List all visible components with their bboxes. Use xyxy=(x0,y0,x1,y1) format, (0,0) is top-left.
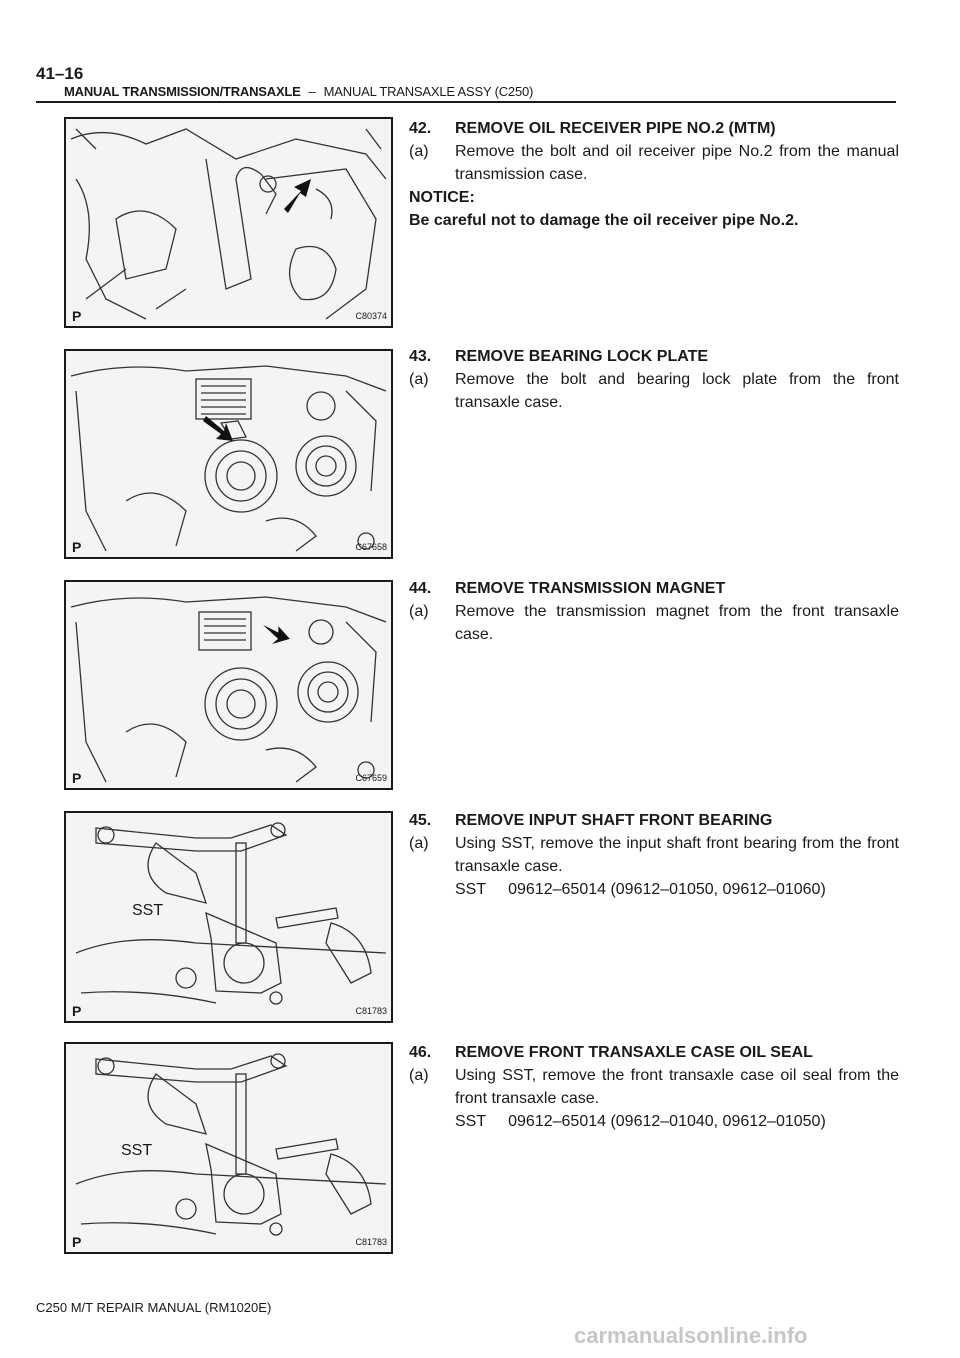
figure-code: C81783 xyxy=(355,1006,387,1016)
figure-input-shaft-bearing xyxy=(64,811,393,1023)
header-section: MANUAL TRANSMISSION/TRANSAXLE xyxy=(64,84,301,99)
arrow-icon xyxy=(258,621,293,649)
notice-label: NOTICE: xyxy=(409,189,475,206)
substep-text: Remove the bolt and oil receiver pipe No.2 from the manual transmission case. xyxy=(455,143,899,183)
substep-text: Remove the transmission magnet from the front transaxle case. xyxy=(455,603,899,643)
step-title xyxy=(409,809,899,832)
figure-code: C81783 xyxy=(355,1237,387,1247)
substep-text: Remove the bolt and bearing lock plate from the front transaxle case. xyxy=(455,371,899,411)
sst-value: 09612–65014 (09612–01050, 09612–01060) xyxy=(508,881,826,898)
figure-code: C80374 xyxy=(355,311,387,321)
figure-code: C67659 xyxy=(355,773,387,783)
header-separator: – xyxy=(308,84,316,99)
figure-corner-label: P xyxy=(72,308,82,324)
figure-oil-receiver-pipe xyxy=(64,117,393,328)
notice-text: Be careful not to damage the oil receiver pipe No.2. xyxy=(409,212,799,229)
substep-text: Using SST, remove the input shaft front bearing from the front transaxle case. xyxy=(455,835,899,875)
step-number: 42. xyxy=(409,120,432,137)
step-45 xyxy=(409,809,899,901)
figure-corner-label: P xyxy=(72,1234,82,1250)
arrow-icon xyxy=(203,416,233,441)
figure-corner-label: P xyxy=(72,770,82,786)
sst-label: SST xyxy=(455,1113,487,1130)
substep xyxy=(409,140,899,186)
figure-oil-seal xyxy=(64,1042,393,1254)
sst-value: 09612–65014 (09612–01040, 09612–01050) xyxy=(508,1113,826,1130)
header-rule xyxy=(36,101,896,103)
sst-line xyxy=(409,1110,899,1133)
sst-line xyxy=(409,878,899,901)
substep-label: (a) xyxy=(409,603,429,620)
page-number: 41–16 xyxy=(36,64,84,83)
figure-bearing-lock-plate xyxy=(64,349,393,559)
step-title xyxy=(409,345,899,368)
step-title xyxy=(409,577,899,600)
substep xyxy=(409,1064,899,1110)
step-title-text: REMOVE TRANSMISSION MAGNET xyxy=(455,580,726,597)
figure-corner-label: P xyxy=(72,539,82,555)
substep-label: (a) xyxy=(409,835,429,852)
figure-code: C67658 xyxy=(355,542,387,552)
oil-receiver-pipe-illustration xyxy=(66,119,391,326)
header-subsection: MANUAL TRANSAXLE ASSY (C250) xyxy=(323,84,534,99)
step-title-text: REMOVE OIL RECEIVER PIPE NO.2 (MTM) xyxy=(455,120,776,137)
step-title-text: REMOVE FRONT TRANSAXLE CASE OIL SEAL xyxy=(455,1044,813,1061)
step-title-text: REMOVE INPUT SHAFT FRONT BEARING xyxy=(455,812,773,829)
step-42 xyxy=(409,117,899,232)
step-title xyxy=(409,117,899,140)
step-44 xyxy=(409,577,899,646)
step-number: 46. xyxy=(409,1044,432,1061)
sst-puller-illustration xyxy=(66,813,391,1021)
substep xyxy=(409,368,899,414)
step-46 xyxy=(409,1041,899,1133)
substep xyxy=(409,832,899,878)
substep-label: (a) xyxy=(409,143,429,160)
substep-label: (a) xyxy=(409,1067,429,1084)
transmission-magnet-illustration xyxy=(66,582,391,788)
step-number: 44. xyxy=(409,580,432,597)
step-title-text: REMOVE BEARING LOCK PLATE xyxy=(455,348,709,365)
watermark: carmanualsonline.info xyxy=(574,1323,808,1348)
header-title xyxy=(64,84,533,99)
arrow-icon xyxy=(284,179,311,213)
step-43 xyxy=(409,345,899,414)
figure-corner-label: P xyxy=(72,1003,82,1019)
step-number: 43. xyxy=(409,348,432,365)
substep-text: Using SST, remove the front transaxle case oil seal from the front transaxle case. xyxy=(455,1067,899,1107)
substep xyxy=(409,600,899,646)
sst-callout: SST xyxy=(121,1142,153,1159)
sst-callout: SST xyxy=(132,902,164,919)
sst-puller-illustration xyxy=(66,1044,391,1252)
step-title xyxy=(409,1041,899,1064)
substep-label: (a) xyxy=(409,371,429,388)
step-number: 45. xyxy=(409,812,432,829)
figure-transmission-magnet xyxy=(64,580,393,790)
sst-label: SST xyxy=(455,881,487,898)
bearing-lock-plate-illustration xyxy=(66,351,391,557)
footer-manual: C250 M/T REPAIR MANUAL (RM1020E) xyxy=(36,1300,272,1315)
